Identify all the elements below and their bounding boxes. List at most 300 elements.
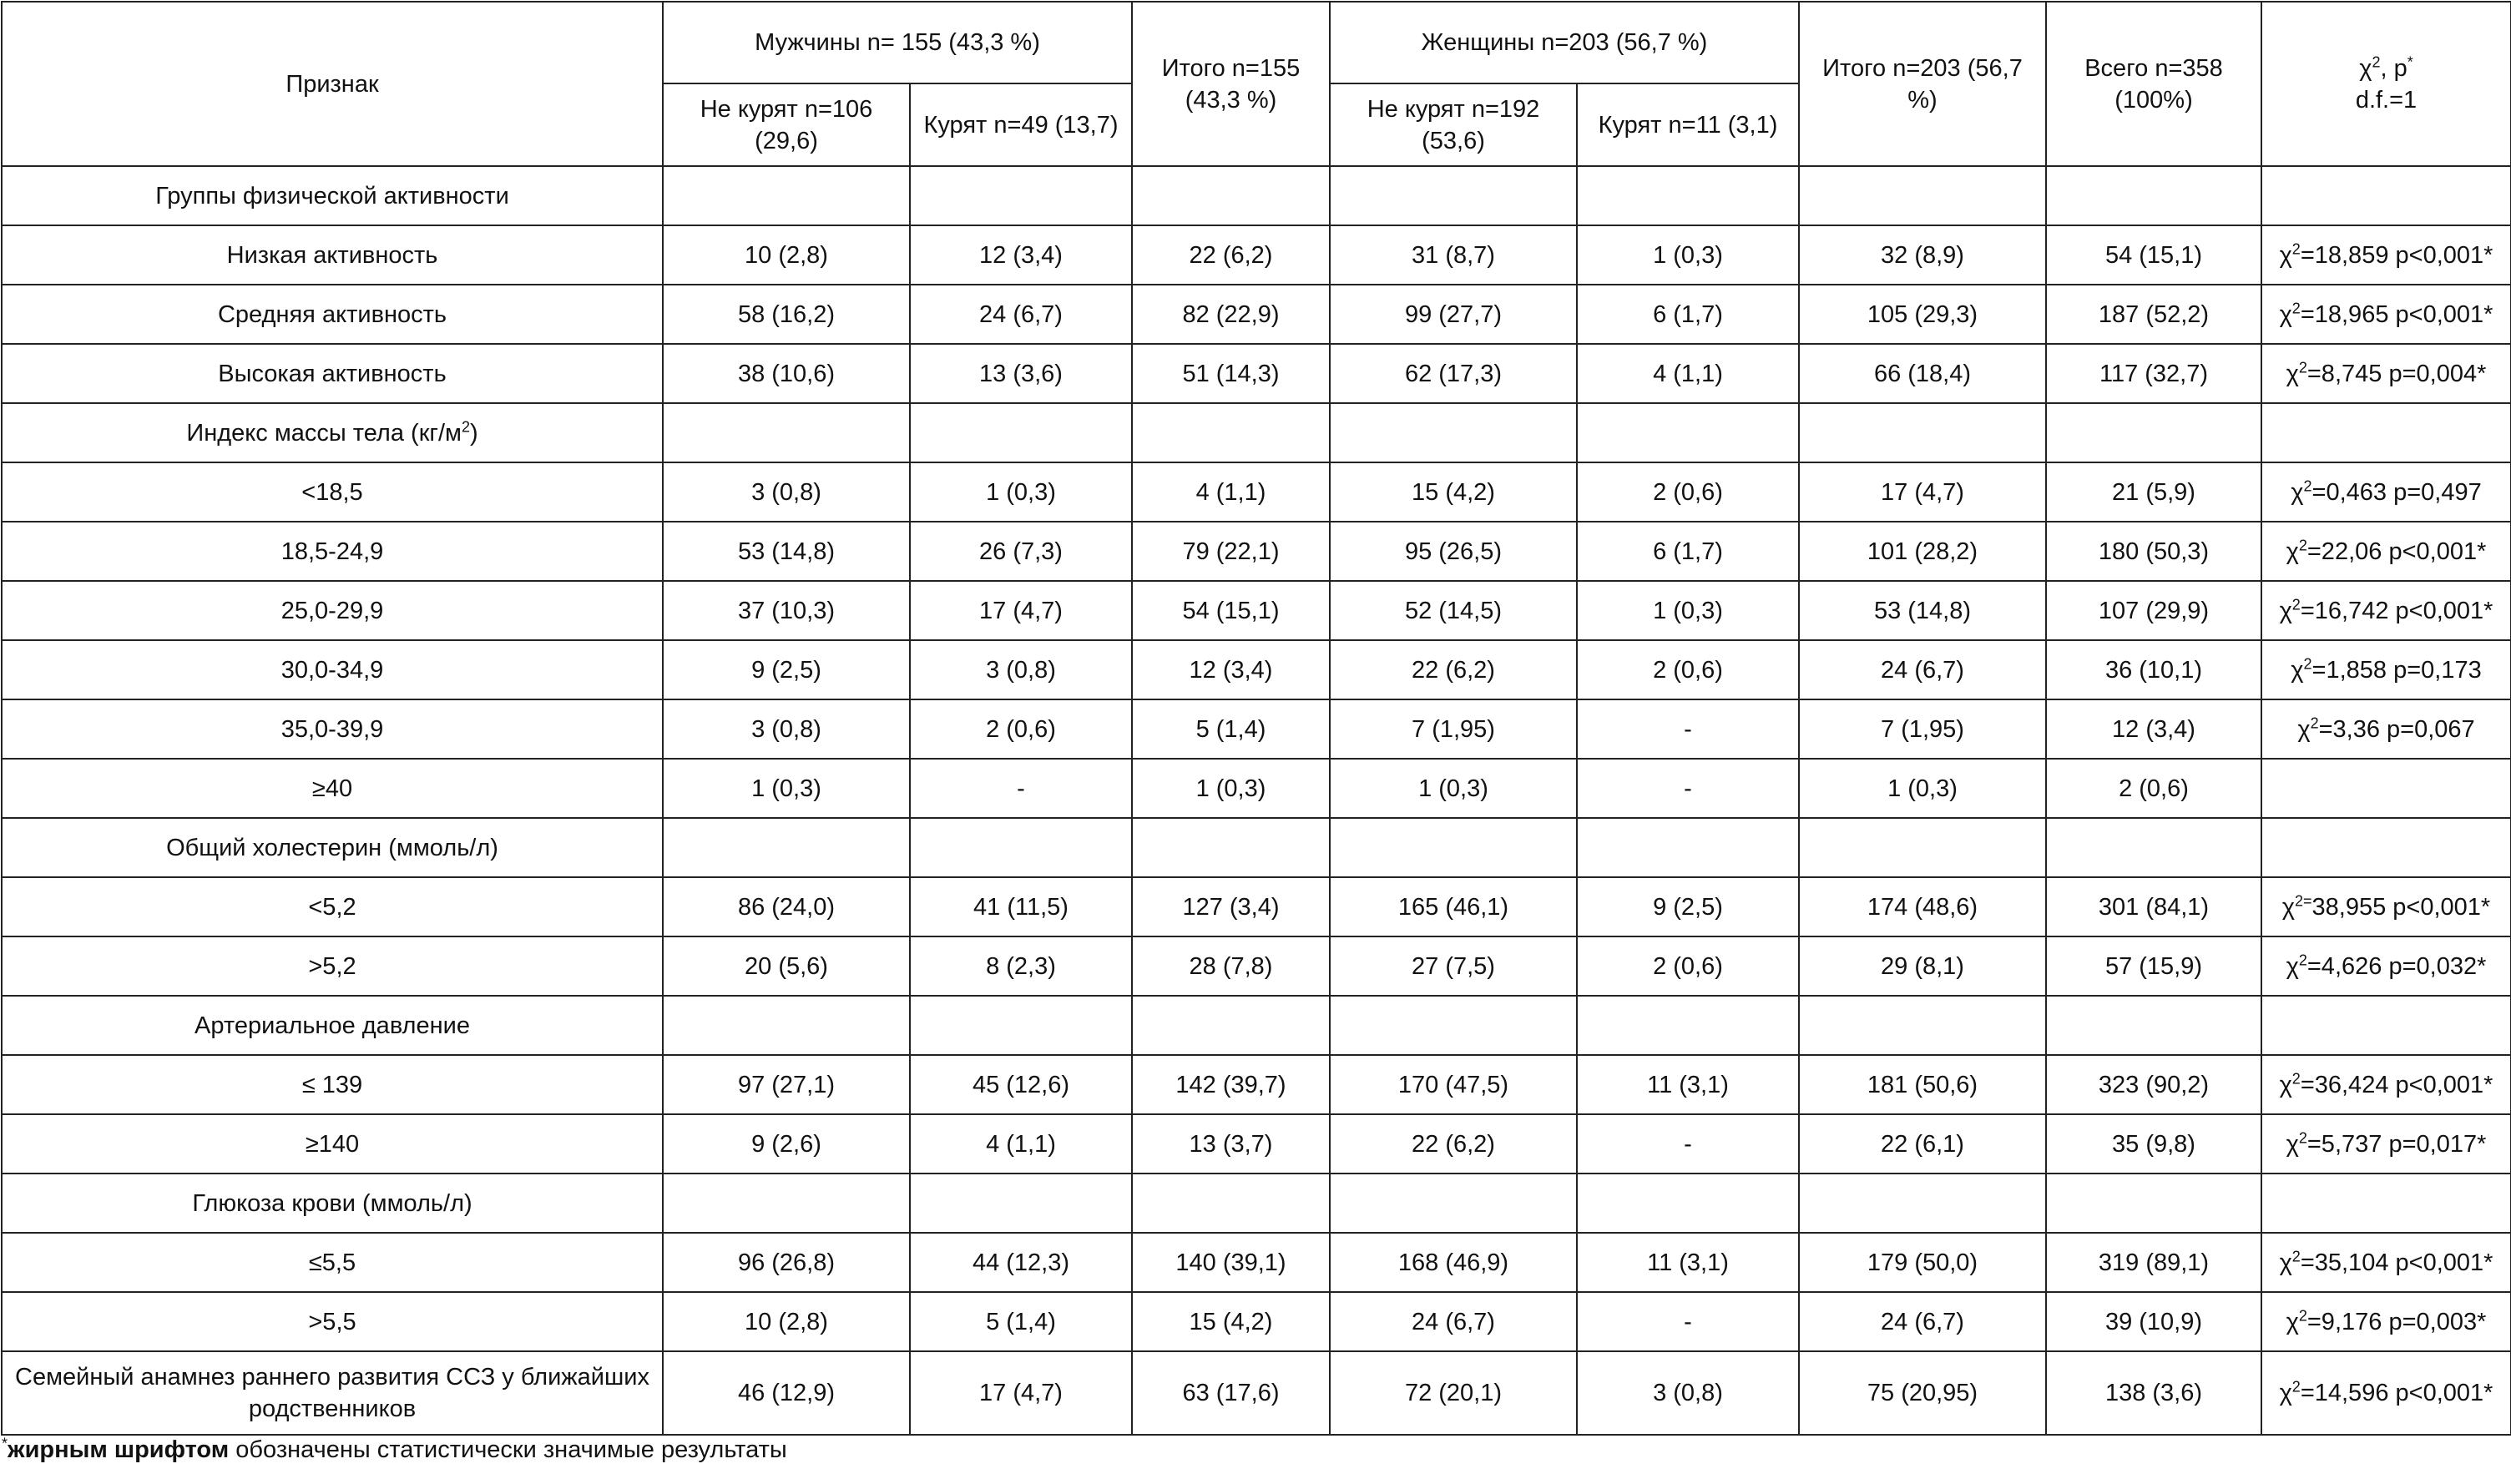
table-cell: 1 (0,3) bbox=[910, 462, 1132, 522]
table-cell: 97 (27,1) bbox=[663, 1055, 910, 1114]
chi-square-cell bbox=[2261, 1174, 2511, 1233]
degrees-of-freedom: d.f.=1 bbox=[2355, 86, 2418, 114]
group-header-row bbox=[2, 1174, 2511, 1233]
table-cell bbox=[1577, 166, 1799, 225]
table-cell: 2 (0,6) bbox=[1577, 640, 1799, 699]
chi-square-value: =22,06 p<0,001* bbox=[2306, 538, 2487, 565]
table-cell: 6 (1,7) bbox=[1577, 285, 1799, 344]
chi-square-cell bbox=[2261, 759, 2511, 818]
chi-square-cell bbox=[2261, 285, 2511, 344]
table-cell bbox=[1132, 403, 1330, 462]
table-cell: 5 (1,4) bbox=[1132, 699, 1330, 759]
chi-square-value: =0,463 p=0,497 bbox=[2311, 478, 2482, 506]
row-label-text: Группы физической активности bbox=[155, 182, 509, 209]
table-cell: 17 (4,7) bbox=[910, 581, 1132, 640]
table-cell bbox=[1799, 1174, 2046, 1233]
table-cell: 6 (1,7) bbox=[1577, 522, 1799, 581]
chi-square-cell bbox=[2261, 640, 2511, 699]
header-women-group: Женщины n=203 (56,7 %) bbox=[1330, 2, 1799, 83]
row-label bbox=[2, 581, 663, 640]
chi-superscript: 2 bbox=[2291, 240, 2301, 257]
table-cell: 12 (3,4) bbox=[910, 225, 1132, 285]
table-cell: 63 (17,6) bbox=[1132, 1351, 1330, 1435]
table-cell: 3 (0,8) bbox=[910, 640, 1132, 699]
table-cell: 17 (4,7) bbox=[910, 1351, 1132, 1435]
chi-symbol: χ bbox=[2279, 1380, 2292, 1406]
chi-symbol: χ bbox=[2291, 478, 2304, 506]
table-cell bbox=[663, 996, 910, 1055]
header-feature: Признак bbox=[2, 2, 663, 166]
table-cell bbox=[1799, 166, 2046, 225]
table-cell: 4 (1,1) bbox=[1132, 462, 1330, 522]
table-cell: 5 (1,4) bbox=[910, 1292, 1132, 1351]
header-men-total: Итого n=155 (43,3 %) bbox=[1132, 2, 1330, 166]
table-cell bbox=[2046, 996, 2261, 1055]
header-all-total: Всего n=358 (100%) bbox=[2046, 2, 2261, 166]
group-label bbox=[2, 403, 663, 462]
group-header-row bbox=[2, 996, 2511, 1055]
row-label bbox=[2, 877, 663, 936]
table-cell bbox=[663, 1174, 910, 1233]
table-cell: 10 (2,8) bbox=[663, 1292, 910, 1351]
table-cell: 187 (52,2) bbox=[2046, 285, 2261, 344]
table-cell: 168 (46,9) bbox=[1330, 1233, 1577, 1292]
group-header-row bbox=[2, 403, 2511, 462]
chi-superscript: 2 bbox=[2303, 477, 2312, 494]
table-cell: 301 (84,1) bbox=[2046, 877, 2261, 936]
table-cell bbox=[1577, 996, 1799, 1055]
table-row bbox=[2, 1351, 2511, 1435]
header-men-nonsmokers: Не курят n=106 (29,6) bbox=[663, 83, 910, 166]
table-cell: 107 (29,9) bbox=[2046, 581, 2261, 640]
row-label bbox=[2, 522, 663, 581]
chi-square-cell bbox=[2261, 1114, 2511, 1174]
table-cell: 1 (0,3) bbox=[1799, 759, 2046, 818]
table-cell bbox=[1577, 1174, 1799, 1233]
table-cell: 1 (0,3) bbox=[1577, 225, 1799, 285]
table-row bbox=[2, 1233, 2511, 1292]
table-cell: 17 (4,7) bbox=[1799, 462, 2046, 522]
table-cell bbox=[663, 166, 910, 225]
footnote-bold-text: жирным шрифтом bbox=[8, 1436, 230, 1463]
table-cell: 24 (6,7) bbox=[1799, 1292, 2046, 1351]
table-cell: 82 (22,9) bbox=[1132, 285, 1330, 344]
table-row bbox=[2, 462, 2511, 522]
chi-square-cell bbox=[2261, 581, 2511, 640]
chi-symbol: χ bbox=[2286, 538, 2299, 565]
chi-square-cell bbox=[2261, 462, 2511, 522]
chi-square-cell bbox=[2261, 1233, 2511, 1292]
chi-superscript: 2= bbox=[2295, 891, 2312, 909]
header-women-total: Итого n=203 (56,7 %) bbox=[1799, 2, 2046, 166]
table-cell bbox=[1799, 996, 2046, 1055]
table-cell: - bbox=[1577, 759, 1799, 818]
chi-symbol: χ bbox=[2359, 54, 2372, 82]
table-cell: 9 (2,5) bbox=[1577, 877, 1799, 936]
chi-symbol: χ bbox=[2286, 360, 2299, 387]
table-cell: 31 (8,7) bbox=[1330, 225, 1577, 285]
table-cell: 4 (1,1) bbox=[1577, 344, 1799, 403]
row-label-text: Низкая активность bbox=[226, 241, 438, 269]
chi-square-value: =8,745 p=0,004* bbox=[2306, 360, 2487, 387]
table-row bbox=[2, 225, 2511, 285]
table-row bbox=[2, 285, 2511, 344]
table-cell: 105 (29,3) bbox=[1799, 285, 2046, 344]
table-cell: 79 (22,1) bbox=[1132, 522, 1330, 581]
table-cell: 24 (6,7) bbox=[1330, 1292, 1577, 1351]
row-label bbox=[2, 759, 663, 818]
table-cell: 41 (11,5) bbox=[910, 877, 1132, 936]
chi-square-cell bbox=[2261, 996, 2511, 1055]
chi-symbol: χ bbox=[2291, 656, 2304, 684]
table-cell: 15 (4,2) bbox=[1132, 1292, 1330, 1351]
chi-symbol: χ bbox=[2279, 1249, 2292, 1276]
header-women-nonsmokers: Не курят n=192 (53,6) bbox=[1330, 83, 1577, 166]
chi-square-value: =35,104 p<0,001* bbox=[2300, 1249, 2493, 1276]
p-symbol: , p bbox=[2380, 54, 2407, 82]
table-cell bbox=[910, 818, 1132, 877]
table-cell: 2 (0,6) bbox=[2046, 759, 2261, 818]
group-label bbox=[2, 166, 663, 225]
table-cell bbox=[2046, 1174, 2261, 1233]
header-women-smokers: Курят n=11 (3,1) bbox=[1577, 83, 1799, 166]
row-label bbox=[2, 462, 663, 522]
chi-square-value: =9,176 p=0,003* bbox=[2306, 1308, 2487, 1335]
chi-square-cell bbox=[2261, 699, 2511, 759]
table-cell: 22 (6,2) bbox=[1330, 640, 1577, 699]
chi-symbol: χ bbox=[2286, 1308, 2299, 1335]
table-cell bbox=[1132, 996, 1330, 1055]
table-cell bbox=[2046, 166, 2261, 225]
row-label bbox=[2, 640, 663, 699]
table-cell: 11 (3,1) bbox=[1577, 1055, 1799, 1114]
table-cell: 7 (1,95) bbox=[1799, 699, 2046, 759]
row-label bbox=[2, 1055, 663, 1114]
table-cell: 54 (15,1) bbox=[1132, 581, 1330, 640]
row-label-text: <5,2 bbox=[308, 893, 356, 921]
group-label bbox=[2, 996, 663, 1055]
chi-symbol: χ bbox=[2297, 715, 2311, 743]
table-cell: 62 (17,3) bbox=[1330, 344, 1577, 403]
table-cell: 36 (10,1) bbox=[2046, 640, 2261, 699]
table-cell: 165 (46,1) bbox=[1330, 877, 1577, 936]
chi-square-value: 38,955 p<0,001* bbox=[2311, 893, 2491, 921]
row-label-text: 35,0-39,9 bbox=[280, 715, 384, 743]
chi-superscript: 2 bbox=[2291, 299, 2301, 316]
group-label bbox=[2, 1174, 663, 1233]
table-cell: 27 (7,5) bbox=[1330, 936, 1577, 996]
table-cell: 57 (15,9) bbox=[2046, 936, 2261, 996]
table-cell bbox=[910, 996, 1132, 1055]
chi-superscript: 2 bbox=[2310, 714, 2319, 731]
table-cell: 22 (6,2) bbox=[1132, 225, 1330, 285]
chi-square-cell bbox=[2261, 936, 2511, 996]
table-cell: 29 (8,1) bbox=[1799, 936, 2046, 996]
table-cell: 8 (2,3) bbox=[910, 936, 1132, 996]
table-cell: 21 (5,9) bbox=[2046, 462, 2261, 522]
table-cell: 66 (18,4) bbox=[1799, 344, 2046, 403]
table-cell: 26 (7,3) bbox=[910, 522, 1132, 581]
chi-square-cell bbox=[2261, 877, 2511, 936]
chi-square-value: =4,626 p=0,032* bbox=[2306, 952, 2487, 980]
row-label-text: Высокая активность bbox=[218, 360, 447, 387]
table-cell: 127 (3,4) bbox=[1132, 877, 1330, 936]
table-cell bbox=[1799, 403, 2046, 462]
table-cell bbox=[1330, 403, 1577, 462]
table-cell: 1 (0,3) bbox=[1577, 581, 1799, 640]
table-cell: 99 (27,7) bbox=[1330, 285, 1577, 344]
table-cell: 3 (0,8) bbox=[1577, 1351, 1799, 1435]
table-cell: - bbox=[910, 759, 1132, 818]
table-cell: 38 (10,6) bbox=[663, 344, 910, 403]
row-label bbox=[2, 1233, 663, 1292]
table-cell: 39 (10,9) bbox=[2046, 1292, 2261, 1351]
p-superscript: * bbox=[2407, 53, 2413, 70]
table-row bbox=[2, 344, 2511, 403]
footnote bbox=[2, 1434, 787, 1466]
table-cell: 53 (14,8) bbox=[1799, 581, 2046, 640]
row-label-text: <18,5 bbox=[301, 478, 363, 506]
table-cell: 117 (32,7) bbox=[2046, 344, 2261, 403]
table-cell: 51 (14,3) bbox=[1132, 344, 1330, 403]
table-cell: 4 (1,1) bbox=[910, 1114, 1132, 1174]
table-cell: 3 (0,8) bbox=[663, 699, 910, 759]
table-cell: 95 (26,5) bbox=[1330, 522, 1577, 581]
row-label-text: Семейный анамнез раннего развития ССЗ у ближайших родственников bbox=[15, 1364, 649, 1422]
chi-superscript: 2 bbox=[2298, 536, 2307, 553]
table-cell: 72 (20,1) bbox=[1330, 1351, 1577, 1435]
row-label-text: Глюкоза крови (ммоль/л) bbox=[192, 1189, 472, 1217]
chi-square-value: =18,965 p<0,001* bbox=[2300, 300, 2493, 328]
header-men-smokers: Курят n=49 (13,7) bbox=[910, 83, 1132, 166]
table-cell: 22 (6,1) bbox=[1799, 1114, 2046, 1174]
table-row bbox=[2, 1055, 2511, 1114]
chi-superscript: 2 bbox=[2303, 654, 2312, 672]
table-cell: 24 (6,7) bbox=[910, 285, 1132, 344]
row-label-text: Средняя активность bbox=[217, 300, 447, 328]
row-label-text: ≤ 139 bbox=[301, 1071, 363, 1098]
row-label bbox=[2, 285, 663, 344]
table-cell: 20 (5,6) bbox=[663, 936, 910, 996]
row-label bbox=[2, 1114, 663, 1174]
table-cell: 180 (50,3) bbox=[2046, 522, 2261, 581]
table-cell: 319 (89,1) bbox=[2046, 1233, 2261, 1292]
chi-symbol: χ bbox=[2286, 952, 2299, 980]
table-cell: 45 (12,6) bbox=[910, 1055, 1132, 1114]
row-label-text: 25,0-29,9 bbox=[280, 597, 384, 624]
header-men-group: Мужчины n= 155 (43,3 %) bbox=[663, 2, 1132, 83]
table-cell bbox=[910, 403, 1132, 462]
row-label-text: ≥40 bbox=[311, 775, 353, 802]
chi-square-value: =5,737 p=0,017* bbox=[2306, 1130, 2487, 1158]
chi-square-value: =36,424 p<0,001* bbox=[2300, 1071, 2493, 1098]
table-cell: 170 (47,5) bbox=[1330, 1055, 1577, 1114]
row-label-text: Артериальное давление bbox=[195, 1012, 470, 1039]
table-cell: 181 (50,6) bbox=[1799, 1055, 2046, 1114]
table-cell: 3 (0,8) bbox=[663, 462, 910, 522]
row-label bbox=[2, 344, 663, 403]
table-cell: 75 (20,95) bbox=[1799, 1351, 2046, 1435]
table-cell: 1 (0,3) bbox=[663, 759, 910, 818]
table-cell: 1 (0,3) bbox=[1132, 759, 1330, 818]
chi-superscript: 2 bbox=[2298, 358, 2307, 376]
table-cell bbox=[1132, 166, 1330, 225]
table-cell: 11 (3,1) bbox=[1577, 1233, 1799, 1292]
row-label-text: Индекс массы тела (кг/м bbox=[186, 419, 462, 447]
chi-symbol: χ bbox=[2279, 241, 2292, 269]
row-label-text: Общий холестерин (ммоль/л) bbox=[166, 834, 498, 861]
row-label-text: >5,2 bbox=[308, 952, 356, 980]
table-cell: 54 (15,1) bbox=[2046, 225, 2261, 285]
group-header-row bbox=[2, 166, 2511, 225]
table-cell: 52 (14,5) bbox=[1330, 581, 1577, 640]
row-label bbox=[2, 1351, 663, 1435]
table-cell: 10 (2,8) bbox=[663, 225, 910, 285]
table-cell: 46 (12,9) bbox=[663, 1351, 910, 1435]
chi-square-cell bbox=[2261, 344, 2511, 403]
chi-square-cell bbox=[2261, 1292, 2511, 1351]
table-row bbox=[2, 1292, 2511, 1351]
table-cell: 12 (3,4) bbox=[2046, 699, 2261, 759]
chi-square-value: =3,36 p=0,067 bbox=[2318, 715, 2475, 743]
chi-superscript: 2 bbox=[2291, 1378, 2301, 1396]
table-cell bbox=[663, 403, 910, 462]
table-cell: 2 (0,6) bbox=[1577, 936, 1799, 996]
table-cell bbox=[663, 818, 910, 877]
table-cell: 37 (10,3) bbox=[663, 581, 910, 640]
chi-square-cell bbox=[2261, 403, 2511, 462]
chi-square-cell bbox=[2261, 1351, 2511, 1435]
chi-symbol: χ bbox=[2286, 1130, 2299, 1158]
table-cell: - bbox=[1577, 699, 1799, 759]
table-row bbox=[2, 699, 2511, 759]
chi-superscript: 2 bbox=[2298, 951, 2307, 968]
table-cell: 53 (14,8) bbox=[663, 522, 910, 581]
table-row bbox=[2, 759, 2511, 818]
table-cell: 13 (3,6) bbox=[910, 344, 1132, 403]
table-cell bbox=[1330, 1174, 1577, 1233]
table-cell: 35 (9,8) bbox=[2046, 1114, 2261, 1174]
table-cell bbox=[1330, 818, 1577, 877]
row-label-text: 18,5-24,9 bbox=[280, 538, 384, 565]
label-suffix: ) bbox=[469, 419, 478, 447]
table-cell bbox=[910, 166, 1132, 225]
table-cell: 140 (39,1) bbox=[1132, 1233, 1330, 1292]
footnote-star: * bbox=[2, 1435, 8, 1452]
label-superscript: 2 bbox=[461, 417, 470, 435]
table-cell: 142 (39,7) bbox=[1132, 1055, 1330, 1114]
row-label bbox=[2, 1292, 663, 1351]
table-cell: 22 (6,2) bbox=[1330, 1114, 1577, 1174]
chi-superscript: 2 bbox=[2298, 1306, 2307, 1324]
table-cell: 9 (2,6) bbox=[663, 1114, 910, 1174]
table-cell bbox=[2046, 818, 2261, 877]
chi-symbol: χ bbox=[2281, 893, 2295, 921]
row-label bbox=[2, 936, 663, 996]
header-row-top bbox=[2, 2, 2511, 83]
table-cell: 101 (28,2) bbox=[1799, 522, 2046, 581]
row-label-text: ≥140 bbox=[305, 1130, 360, 1158]
table-cell: 2 (0,6) bbox=[910, 699, 1132, 759]
chi-symbol: χ bbox=[2279, 300, 2292, 328]
table-cell: 9 (2,5) bbox=[663, 640, 910, 699]
table-cell bbox=[910, 1174, 1132, 1233]
chi-square-cell bbox=[2261, 1055, 2511, 1114]
row-label-text: >5,5 bbox=[308, 1308, 356, 1335]
chi-superscript: 2 bbox=[2291, 1069, 2301, 1087]
table-cell bbox=[1132, 818, 1330, 877]
chi-square-cell bbox=[2261, 818, 2511, 877]
results-table bbox=[1, 1, 2511, 1436]
table-row bbox=[2, 640, 2511, 699]
table-cell: - bbox=[1577, 1292, 1799, 1351]
table-cell: 1 (0,3) bbox=[1330, 759, 1577, 818]
table-cell bbox=[1799, 818, 2046, 877]
table-cell bbox=[1330, 996, 1577, 1055]
chi-symbol: χ bbox=[2279, 1071, 2292, 1098]
chi-square-value: =1,858 p=0,173 bbox=[2311, 656, 2482, 684]
table-cell: 13 (3,7) bbox=[1132, 1114, 1330, 1174]
table-cell bbox=[1330, 166, 1577, 225]
table-cell bbox=[2046, 403, 2261, 462]
table-cell: 2 (0,6) bbox=[1577, 462, 1799, 522]
header-chi-square bbox=[2261, 2, 2511, 166]
table-cell bbox=[1132, 1174, 1330, 1233]
table-cell: 15 (4,2) bbox=[1330, 462, 1577, 522]
table-cell: 179 (50,0) bbox=[1799, 1233, 2046, 1292]
table-cell bbox=[1577, 403, 1799, 462]
row-label-text: 30,0-34,9 bbox=[280, 656, 384, 684]
chi-superscript: 2 bbox=[2298, 1128, 2307, 1146]
table-cell: 7 (1,95) bbox=[1330, 699, 1577, 759]
chi-square-value: =14,596 p<0,001* bbox=[2300, 1380, 2493, 1406]
table-row bbox=[2, 1114, 2511, 1174]
table-cell: 12 (3,4) bbox=[1132, 640, 1330, 699]
chi-superscript: 2 bbox=[2372, 53, 2381, 70]
row-label bbox=[2, 225, 663, 285]
table-row bbox=[2, 877, 2511, 936]
chi-square-value: =16,742 p<0,001* bbox=[2300, 597, 2493, 624]
table-cell: 86 (24,0) bbox=[663, 877, 910, 936]
chi-square-value: =18,859 p<0,001* bbox=[2300, 241, 2493, 269]
table-cell: 323 (90,2) bbox=[2046, 1055, 2261, 1114]
table-cell: 28 (7,8) bbox=[1132, 936, 1330, 996]
table-cell: 24 (6,7) bbox=[1799, 640, 2046, 699]
table-row bbox=[2, 522, 2511, 581]
chi-square-cell bbox=[2261, 225, 2511, 285]
chi-superscript: 2 bbox=[2291, 1247, 2301, 1264]
table-cell: 32 (8,9) bbox=[1799, 225, 2046, 285]
chi-square-cell bbox=[2261, 166, 2511, 225]
table-cell: 96 (26,8) bbox=[663, 1233, 910, 1292]
row-label bbox=[2, 699, 663, 759]
table-cell: 174 (48,6) bbox=[1799, 877, 2046, 936]
chi-symbol: χ bbox=[2279, 597, 2292, 624]
table-body bbox=[2, 166, 2511, 1435]
table-row bbox=[2, 936, 2511, 996]
table-cell: 44 (12,3) bbox=[910, 1233, 1132, 1292]
row-label-text: ≤5,5 bbox=[308, 1249, 356, 1276]
chi-superscript: 2 bbox=[2291, 595, 2301, 613]
table-cell bbox=[1577, 818, 1799, 877]
chi-square-cell bbox=[2261, 522, 2511, 581]
table-cell: - bbox=[1577, 1114, 1799, 1174]
table-row bbox=[2, 581, 2511, 640]
group-label bbox=[2, 818, 663, 877]
footnote-text: обозначены статистически значимые результаты bbox=[229, 1436, 787, 1463]
table-cell: 138 (3,6) bbox=[2046, 1351, 2261, 1435]
table-cell: 58 (16,2) bbox=[663, 285, 910, 344]
